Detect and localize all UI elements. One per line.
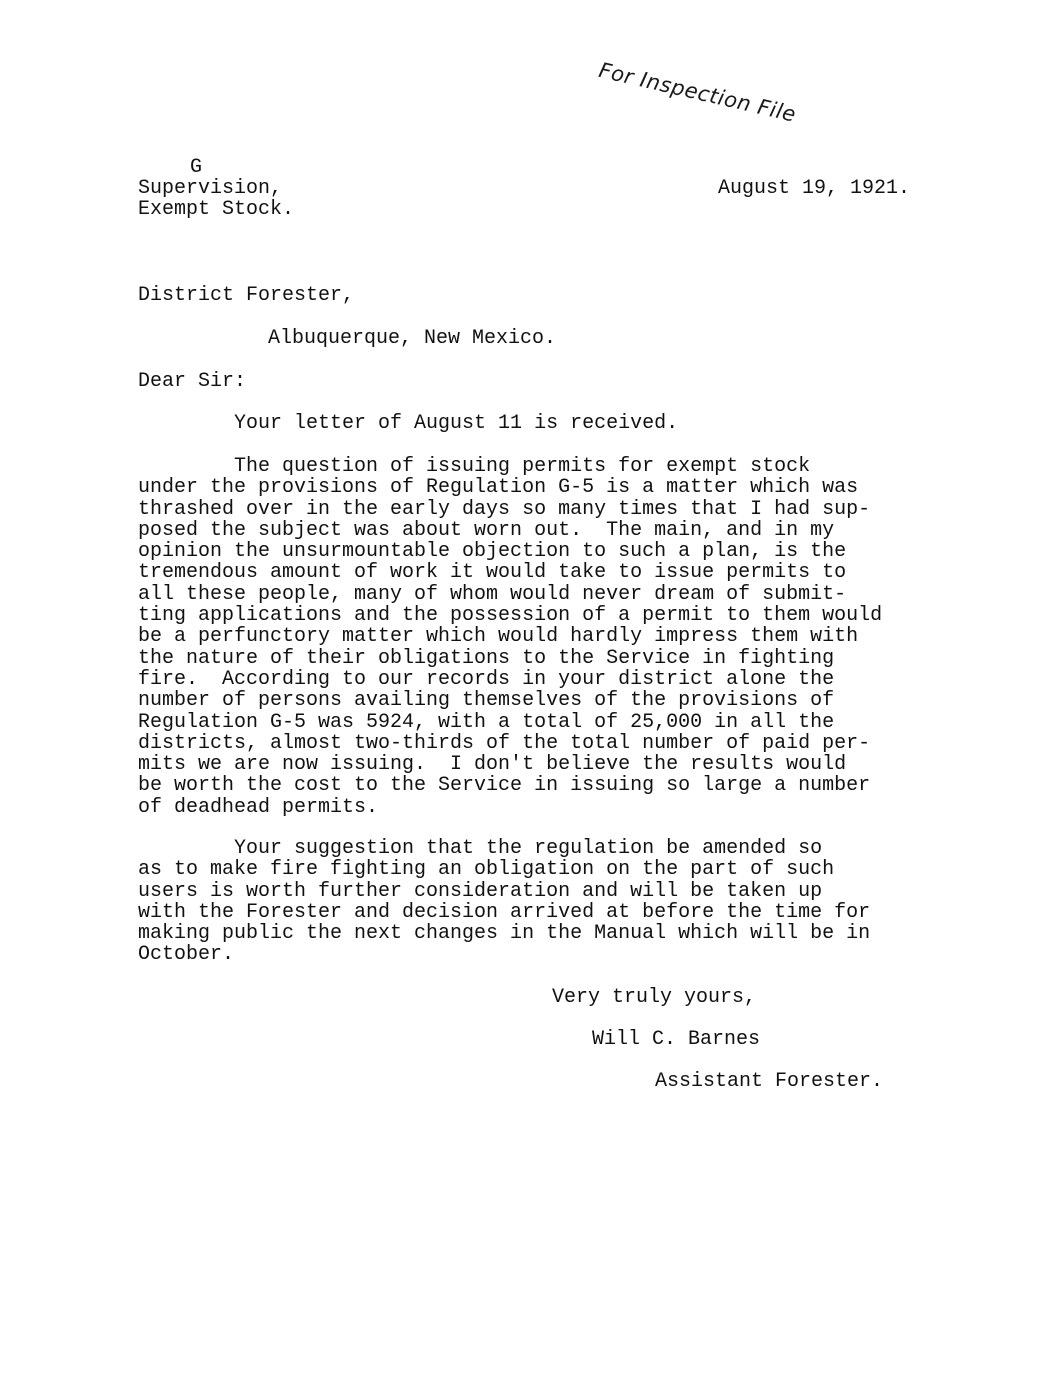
body-paragraph-1 <box>138 413 938 434</box>
paragraph-line: be a perfunctory matter which would hardly impress them with <box>138 625 859 649</box>
paragraph-line: ting applications and the possession of a permit to them would <box>138 604 883 628</box>
paragraph-line: posed the subject was about worn out. The main, and in my <box>138 518 835 542</box>
letter-date: August 19, 1921. <box>718 177 911 200</box>
addressee-title: District Forester, <box>138 284 355 307</box>
signer-title: Assistant Forester. <box>655 1070 884 1093</box>
addressee-location: Albuquerque, New Mexico. <box>268 327 557 350</box>
paragraph-line: tremendous amount of work it would take to issue permits to <box>138 561 847 585</box>
paragraph-line: with the Forester and decision arrived at before the time for <box>138 900 871 924</box>
paragraph-line: fire. According to our records in your district alone the <box>138 667 835 691</box>
signer-name: Will C. Barnes <box>592 1028 761 1051</box>
paragraph-line: districts, almost two-thirds of the total number of paid per- <box>138 731 871 755</box>
paragraph-line: as to make fire fighting an obligation on the part of such <box>138 858 835 882</box>
salutation: Dear Sir: <box>138 370 247 393</box>
paragraph-line: under the provisions of Regulation G-5 is a matter which was <box>138 476 859 500</box>
file-code: G <box>190 156 203 179</box>
body-paragraph-3 <box>138 838 938 966</box>
paragraph-line: mits we are now issuing. I don't believe the results would <box>138 753 847 777</box>
paragraph-line: Your suggestion that the regulation be amended so <box>138 837 823 860</box>
paragraph-line: making public the next changes in the Manual which will be in <box>138 922 871 946</box>
paragraph-line: all these people, many of whom would never dream of submit- <box>138 582 847 606</box>
paragraph-line: the nature of their obligations to the Service in fighting <box>138 646 835 670</box>
reference-line: Exempt Stock. <box>138 198 295 222</box>
paragraph-line: of deadhead permits. <box>138 795 379 819</box>
paragraph-line: be worth the cost to the Service in issuing so large a number <box>138 774 871 798</box>
valediction: Very truly yours, <box>552 986 757 1009</box>
paragraph-line: number of persons availing themselves of the provisions of <box>138 689 835 713</box>
paragraph-line: thrashed over in the early days so many times that I had sup- <box>138 497 871 521</box>
paragraph-line: Your letter of August 11 is received. <box>138 412 679 435</box>
handwritten-note: For Inspection File <box>596 58 799 127</box>
paragraph-line: Regulation G-5 was 5924, with a total of 25,000 in all the <box>138 710 835 734</box>
paragraph-line: October. <box>138 943 235 967</box>
paragraph-line: The question of issuing permits for exempt stock <box>138 455 811 478</box>
body-paragraph-2 <box>138 456 938 818</box>
paragraph-line: opinion the unsurmountable objection to such a plan, is the <box>138 540 847 564</box>
paragraph-line: users is worth further consideration and will be taken up <box>138 879 823 903</box>
reference-block <box>138 178 294 221</box>
reference-line: Supervision, <box>138 177 283 200</box>
